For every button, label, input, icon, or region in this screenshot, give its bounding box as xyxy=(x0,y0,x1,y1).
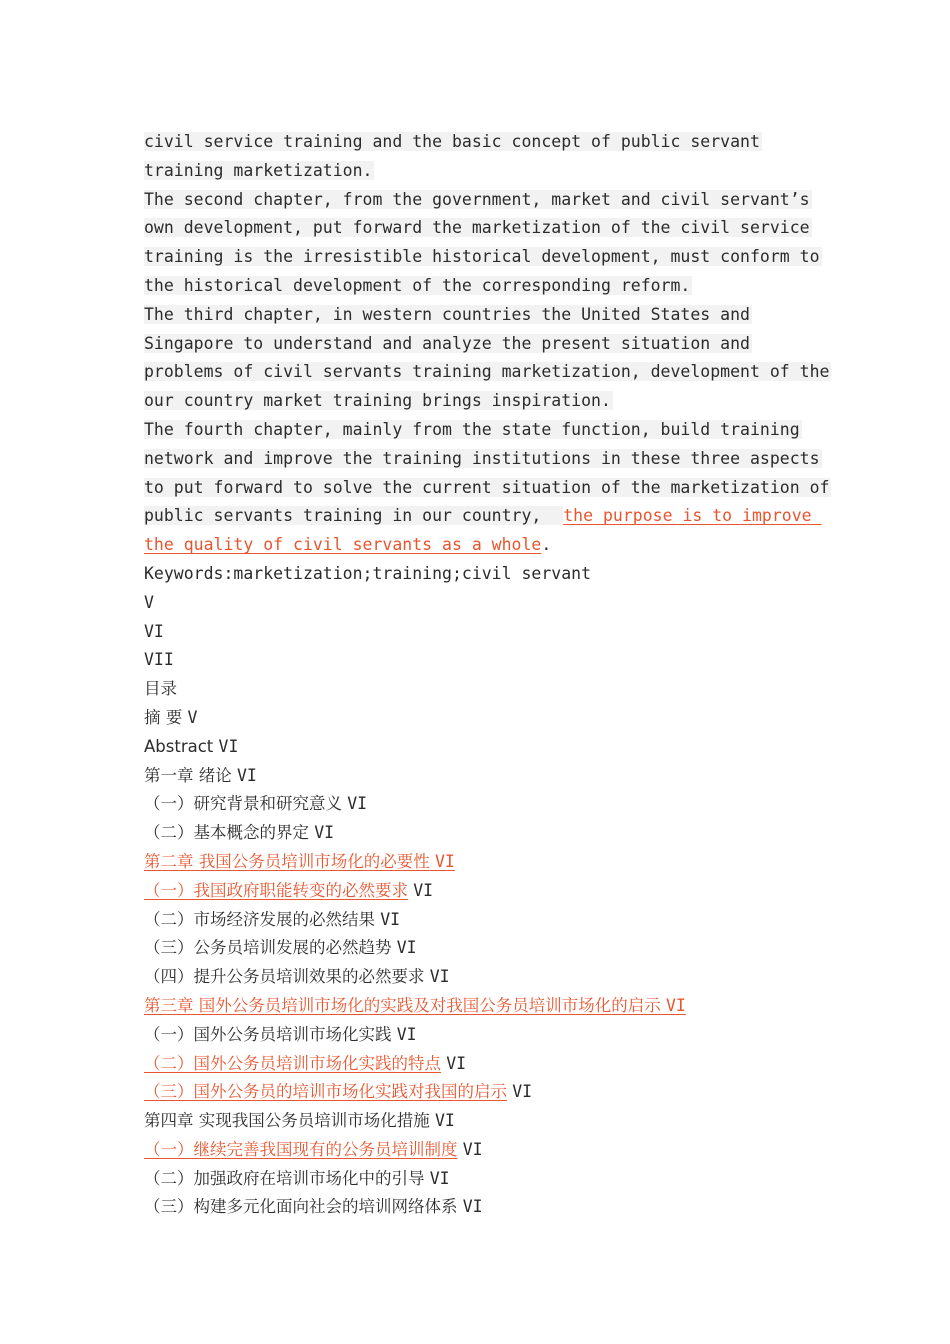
toc-entry-text[interactable]: （一）继续完善我国现有的公务员培训制度 xyxy=(144,1139,458,1159)
toc-entry[interactable] xyxy=(144,1021,824,1050)
toc-page-number: VI xyxy=(237,765,257,785)
toc-entry[interactable] xyxy=(144,762,824,791)
toc-entry[interactable] xyxy=(144,992,824,1021)
abstract-line: network and improve the training institutions in these three aspects xyxy=(144,448,820,468)
toc-entry[interactable] xyxy=(144,963,824,992)
table-of-contents xyxy=(144,704,824,1222)
toc-entry-text[interactable]: 第三章 国外公务员培训市场化的实践及对我国公务员培训市场化的启示 xyxy=(144,995,661,1015)
toc-entry-text[interactable]: （二）国外公务员培训市场化实践的特点 xyxy=(144,1053,441,1073)
abstract-line: problems of civil servants training marketization, development of the xyxy=(144,362,830,382)
toc-entry[interactable] xyxy=(144,1107,824,1136)
toc-entry-text[interactable]: （三）构建多元化面向社会的培训网络体系 xyxy=(144,1197,458,1217)
toc-page-number: VI xyxy=(396,1024,417,1044)
highlighted-phrase[interactable]: the purpose is to improve xyxy=(563,506,822,526)
abstract-line: training is the irresistible historical development, must conform to xyxy=(144,247,820,267)
toc-entry[interactable] xyxy=(144,906,824,935)
page-number: VI xyxy=(144,621,164,641)
abstract-line: The third chapter, in western countries the United States and xyxy=(144,304,750,324)
abstract-line: The fourth chapter, mainly from the state function, build training xyxy=(144,419,800,439)
toc-page-number: VI xyxy=(462,1139,483,1159)
toc-entry[interactable] xyxy=(144,1136,824,1165)
toc-page-number: VI xyxy=(314,823,335,843)
toc-entry[interactable] xyxy=(144,934,824,963)
abstract-line: The second chapter, from the government, market and civil servant’s xyxy=(144,189,810,209)
toc-entry[interactable] xyxy=(144,848,824,877)
toc-entry-text[interactable]: （三）公务员培训发展的必然趋势 xyxy=(144,938,392,958)
abstract-line: civil service training and the basic concept of public servant xyxy=(144,132,760,151)
toc-page-number: VI xyxy=(347,794,368,814)
toc-page-number: VI xyxy=(218,736,239,756)
toc-page-number: VI xyxy=(429,1168,450,1188)
toc-page-number: VI xyxy=(380,909,401,929)
toc-page-number: VI xyxy=(666,995,686,1015)
toc-entry[interactable] xyxy=(144,1165,824,1194)
toc-page-number: VI xyxy=(429,967,450,987)
toc-title: 目录 xyxy=(144,679,177,699)
toc-entry-text[interactable]: （四）提升公务员培训效果的必然要求 xyxy=(144,967,425,987)
toc-entry-text[interactable]: Abstract xyxy=(144,736,214,756)
toc-entry-text[interactable]: （二）市场经济发展的必然结果 xyxy=(144,909,375,929)
toc-entry-text[interactable]: 第二章 我国公务员培训市场化的必要性 xyxy=(144,851,430,871)
abstract-line: our country market training brings inspiration. xyxy=(144,391,611,411)
page-number: V xyxy=(144,592,154,612)
toc-page-number: VI xyxy=(435,1111,455,1131)
toc-entry[interactable] xyxy=(144,790,824,819)
toc-entry[interactable] xyxy=(144,704,824,733)
toc-entry-text[interactable]: 第一章 绪论 xyxy=(144,765,232,785)
page-number: VII xyxy=(144,650,174,670)
toc-entry[interactable] xyxy=(144,819,824,848)
abstract-line: training marketization. xyxy=(144,160,373,180)
highlighted-phrase[interactable]: the quality of civil servants as a whole xyxy=(144,535,542,555)
toc-entry[interactable] xyxy=(144,877,824,906)
toc-entry-text[interactable]: 第四章 实现我国公务员培训市场化措施 xyxy=(144,1111,430,1131)
toc-entry-text[interactable]: （一）国外公务员培训市场化实践 xyxy=(144,1024,392,1044)
toc-entry-text[interactable]: （一）研究背景和研究意义 xyxy=(144,794,342,814)
toc-entry-text[interactable]: （一）我国政府职能转变的必然要求 xyxy=(144,880,408,900)
abstract-line: Singapore to understand and analyze the present situation and xyxy=(144,333,750,353)
toc-page-number: VI xyxy=(396,938,417,958)
toc-entry[interactable] xyxy=(144,1078,824,1107)
abstract-line: the quality of civil servants as a whole. xyxy=(144,535,552,555)
toc-entry[interactable] xyxy=(144,1193,824,1222)
abstract-line: to put forward to solve the current situation of the marketization of xyxy=(144,477,830,497)
toc-page-number: VI xyxy=(462,1197,483,1217)
toc-page-number: VI xyxy=(446,1053,467,1073)
toc-entry-text[interactable]: （二）加强政府在培训市场化中的引导 xyxy=(144,1168,425,1188)
toc-entry-text[interactable]: （二）基本概念的界定 xyxy=(144,823,309,843)
page-number-list xyxy=(144,589,824,675)
toc-entry-text[interactable]: （三）国外公务员的培训市场化实践对我国的启示 xyxy=(144,1082,507,1102)
keywords-line: Keywords:marketization;training;civil servant xyxy=(144,563,592,583)
toc-page-number: VI xyxy=(413,880,434,900)
toc-entry-text[interactable]: 摘 要 xyxy=(144,707,183,727)
toc-page-number: VI xyxy=(435,851,455,871)
toc-entry[interactable] xyxy=(144,1050,824,1079)
document-page xyxy=(144,128,830,1222)
abstract-line: the historical development of the corresponding reform. xyxy=(144,275,691,295)
toc-page-number: VI xyxy=(512,1082,533,1102)
toc-entry[interactable] xyxy=(144,733,824,762)
abstract-line: own development, put forward the marketization of the civil service xyxy=(144,218,810,238)
abstract-body xyxy=(144,128,830,502)
abstract-line: public servants training in our country, the purpose is to improve xyxy=(144,506,822,526)
toc-page-number: V xyxy=(187,707,198,727)
